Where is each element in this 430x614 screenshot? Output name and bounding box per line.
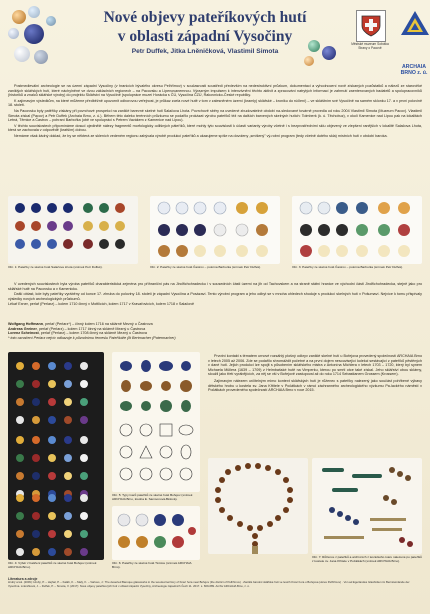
bead-array-image — [8, 352, 104, 560]
archaia-logo-icon — [400, 10, 430, 36]
figure-5-photo — [112, 352, 200, 492]
bead-decoration — [28, 6, 40, 18]
rosary-image — [208, 458, 308, 554]
middle-paragraph-2: Další oblast, kde byly pateříky vyráběny od konce 17. zhruba do poloviny 18. století je západní Vysočina a Posázaví. Tento výrobní program a jeho odbyt se v mnoha ohledech shoduje s produkcí skelných hutí v Pošumaví. Nejvíce k tomu přispívaly výsledky nových archeologických průzkumů. — [8, 292, 422, 301]
bead-grid-image — [8, 196, 138, 264]
museum-logo-caption: Městské muzeum Sobotka Strany o Pacově — [351, 42, 389, 50]
intro-paragraph-1: Postmedievální archeologie se na území západní Vysočiny (v hranicích bývalého okresu Pelhřimov) v současnosti soustředí především na nedestruktivní průzkum, dokumentaci a vyhodnocení nově získaných pozůstatků a nálezů ze starověké zaniklých sklářských hutí, které náchylněné ve dvou základních regionech – na Pacovsku a Lipenovanemnou. Výrazným impulsem k intenzivnění těchto aktivit a zpracování natrytých informací je zahrnutí zaenterovaných badatelů a spolupracovníků (historiků a znalců sklářské výroby) do projektu Sklářství na Vysočině (spolupráce muzeí Horácka s ČÚ, Vysočina ČZÚ, Rakovnicko-České republiky. — [8, 84, 422, 98]
figure-1-caption: Obr. 1: Pateříky ze skelné hutě Salačova Lhota (snímek Petr Duffek). — [8, 265, 103, 269]
figure-3-caption: Obr. 3: Pateříky ze skelné hutě Častrov – polorna Barborka (snímek Petr Duffek). — [292, 265, 404, 269]
coat-of-arms-icon — [360, 14, 382, 38]
bead-grid-image — [150, 196, 280, 264]
figure-6-photo — [112, 506, 200, 560]
authors: Petr Duffek, Jitka Lněničková, Vlastimil Simota — [131, 48, 279, 55]
intro-text — [8, 84, 422, 139]
poster-header — [8, 6, 428, 76]
bead-row-image — [112, 506, 200, 560]
figure-6-caption: Obr. 6: Pateříky ze skelné hutě Těmice (snímek ARCHAIA Brno). — [112, 561, 192, 569]
literature-text: Hrubý a kol. (2009): Hrubý, P. – Hejhal, P. – Kaláb, K. – Malý, K. – Vaňous, J.: The deserted Baroque glassworks in the wooded territory of Kraví hora near Bořejov (the district of Pelhřimov) · Zaniklé barokní sklářské huti ve lesích Kraví hora u Bořejova (okres Pelhřimov) · Von ad Egerlandes Glashütten im Bernsteinlande der Vysočina. Lněničková, J. – Duffek, P. – Simota, V. (2017): Nové objevy pateříkových hutí v oblasti západní Vysočiny, Archeologie západních Čech 11. 2017. s. 669-689. Archiv ARCHAIA Brno, z. ú. — [8, 580, 410, 588]
bead-decoration — [12, 10, 26, 24]
intro-paragraph-2: K zajímavým výsledkům, na které můžeme předběžně upozornit odborovou veřejnost, je průkaz zcela nové hutě v tom v zalesněném území (kramly) sklářské – kroniku do rúčlení) – ve skláštním své Vysočině na samém sklonku 17. a v první polovině 18. století. — [8, 98, 422, 108]
person-desc: , perlař (Perlarz) – kolem 1708 činný na sklárně Mezný u Častrova — [38, 331, 147, 336]
bead-decoration — [304, 56, 314, 66]
figure-4-photo — [8, 352, 104, 560]
intro-paragraph-5: Nemáme však žádný doklad, že by se některá ze skleních vedeném regionu zabývala výrobě produkcí pateříků a ukazujeme spíše na dovoleny „smíšený" vý-robní program (tedy včetně dutého skla) místních hutí v období baroka. — [14, 133, 388, 138]
right-column-text — [208, 354, 422, 393]
literature-heading: Literatura a zdroje — [8, 577, 38, 581]
archaia-sub: BRNO z. ú. — [400, 70, 428, 76]
person-desc: , perlař (Perlarz*) – činný kolem 1716 na sklárně Mezný u Častrova — [42, 322, 153, 326]
archaia-name: ARCHAIA — [402, 64, 426, 70]
title-line-2: v oblasti západní Vysočiny — [117, 28, 293, 45]
figure-2-photo — [150, 196, 280, 264]
figure-4-caption: Obr. 4: Výběr z batičení pateříků ze skelné hutě Bořejov (snímek ARCHAIA Brno). — [8, 561, 97, 569]
middle-text — [8, 282, 422, 307]
intro-paragraph-3: Na Pacovsku byly patěříky získány při povrchové prospekci na zaniklé barevné skelné huti Salačova Lhota. Povrchově sběry na uvedené zbudovatelné období na-sledované továrně provedla od roku 2004 Vlastimil Simota (Muzeum Pacov). Vlastimil Simota získal (Pacov) a Petr Duffek (Archaia Brno, z. ú.). Během této daleko terénních průzkumu se podařilo prokázat výrobu pateříků též na dalších barvených skelných hutích: Tolmberk (k. ú. Těchobuz), v okolí Kamenice nad Lipou pak na lokalitách Letná, Těmice a Častrov – pohraní Barbořka (obě ve spolupráci s Petrem Vavákem z Kamenice nad Lipou). — [8, 108, 422, 123]
figure-7-fragments-photo — [312, 458, 422, 554]
bead-decoration — [24, 24, 44, 44]
middle-paragraph-3: Lékař Exner, perlař (Perlarz) – kolem 1710 činný v Mottlicích, kolem 1717 v Kravařovicích, kolem 1718 v Salačově — [8, 302, 195, 307]
footnote: * toto označení Perlarz nejvíc odkazuje k původnímu řemeslu Pateříkáře (lit Bertmacher (Patermacher) — [8, 335, 176, 340]
person-name: Lorenz Scheinost — [8, 331, 39, 336]
bead-decoration — [8, 28, 19, 39]
figure-1-photo — [8, 196, 138, 264]
person-desc: , perlař (Perlarz) – kolem 1717 činný na sklárně Mezný u Častrova — [36, 326, 146, 331]
intro-paragraph-4: V těchto souvislostech připomínáme dosud ojedinělé nálezy fragmentů morfologicky odlišných páteříků, které mohly tyto souvislosti k účastí varianty výroby včetně i s bezprostředními sklu objevený ve zlepšení ranějších v lokalitě Salačova Lhota, která se zachovala v odpovědě (kratším) dobou. — [8, 123, 422, 133]
person-name: Andreas Greiner — [8, 326, 37, 331]
figure-3-photo — [292, 196, 422, 264]
bead-grid-image — [292, 196, 422, 264]
bead-decoration — [14, 46, 30, 62]
bead-decoration — [46, 16, 56, 26]
museum-logo — [356, 10, 386, 42]
figure-7-caption: Obr. 7: Růžence z pateříků a archívních z lesnického tvaru nalezené po pateříků z kostele sv. Jana Křtitele v Počátkách (snímek ARCHAIA Brno). — [312, 555, 422, 563]
person-list — [8, 322, 422, 340]
title-line-1: Nové objevy pateříkových hutí — [103, 9, 307, 26]
poster-title — [60, 8, 350, 46]
rosary-fragments-image — [312, 458, 422, 554]
figure-2-caption: Obr. 2: Pateříky ze skelné hutě Častrov – polorna Barborka (snímek Petr Duffek). — [150, 265, 262, 269]
figure-7-rosary-photo — [208, 458, 308, 554]
literature — [8, 578, 422, 588]
right-paragraph-1: Prvotní kontakt s tématem urnové rozsáhlý plošný odkryv zaniklé skelné hutí u Bořejova provedený společností ARCHAIA Brno v letech 2005 až 2006. Zde se podařilo shromáždit početné a na první dojem nesouvisející kolekci sestávající z pateříků pěstěných v dané huti. Jejich produkci lze spojit s působením sklářského mistra z Antonína Michlera v letech 1703 – 1720, který byl synem Michaela Müllera (1639 – 1709) z Helmbašské hutě na Vimperku, kterou po smrti otce také získal. Jeho sklářství obou sklárny, sloužil jako třetí vyrábějících, za něj se vši v Bořejově zastupoval až do roku 1714 Sebastianem Grossem (Krossem). — [208, 354, 422, 377]
figure-5-caption: Obr. 5: Typy tvarů pateříků ze skelné hutě Bořejov (snímek ARCHAIA Brno, kresba E. Samsonová-Bělová). — [112, 493, 193, 501]
middle-paragraph-1: V uvedených souvislostech byla výroba pateříků charakteristická zejména pro příhraniční pás na Jindřichohradecku i v sousedních části území na jih od Tachovskem a na straně státní hranice ve východní části Jindřichohradecka, stejně jako pro sklářské hutě na Pacovsku a v Kamenicku. — [8, 282, 422, 291]
right-paragraph-2: Zajímavým nálezem určitelným mimo kontext sklářských hutí je růženec s pateříky nalezený jako součást pohřbené výbavy dětského hrobu u kostela sv. Jana Křtitele v Počátkách v rámci záchranného archeologického výzkumu Pa-lackého náměstí v Počátkách provedeného společností ARCHAIA Brno v roce 2015. — [208, 378, 422, 393]
bead-shapes-image — [112, 352, 200, 492]
archaia-logo-text — [392, 64, 430, 76]
person-name: Wolfgang Hoffmann — [8, 322, 43, 326]
bead-decoration — [34, 50, 48, 64]
